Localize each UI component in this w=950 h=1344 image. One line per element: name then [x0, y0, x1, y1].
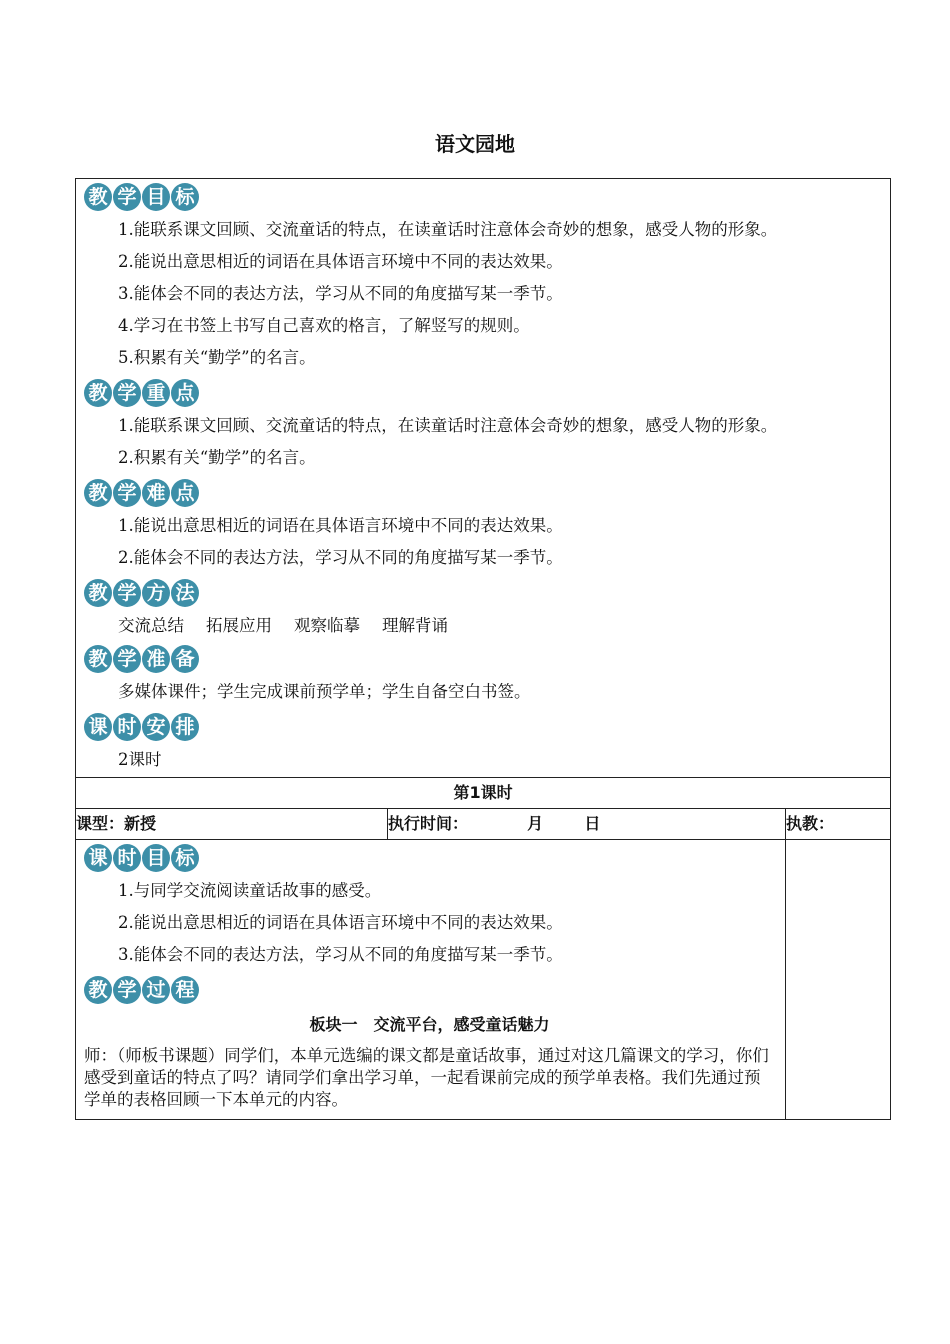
key-point-item: 1.能联系课文回顾、交流童话的特点，在读童话时注意体会奇妙的想象，感受人物的形象。: [118, 416, 778, 435]
lesson-goal-item: 1.与同学交流阅读童话故事的感受。: [118, 881, 382, 900]
badge-schedule: 课 时 安 排: [84, 713, 880, 743]
badge-lesson-goals: 课 时 目 标: [84, 844, 775, 874]
method-item: 交流总结: [118, 616, 184, 635]
lesson-type: 课型：新授: [76, 809, 388, 840]
badge-key-points: 教 学 重 点: [84, 379, 880, 409]
difficulty-item: 2.能体会不同的表达方法，学习从不同的角度描写某一季节。: [118, 548, 563, 567]
notes-column: [786, 840, 891, 1120]
methods-list: [84, 615, 880, 637]
key-point-item: 2.积累有关“勤学”的名言。: [118, 448, 316, 467]
difficulty-item: 1.能说出意思相近的词语在具体语言环境中不同的表达效果。: [118, 516, 563, 535]
lesson-content-cell: [76, 840, 786, 1120]
goal-item: 4.学习在书签上书写自己喜欢的格言，了解竖写的规则。: [118, 316, 530, 335]
badge-methods: 教 学 方 法: [84, 579, 880, 609]
lesson-plan-table: [75, 178, 891, 1120]
lesson-goal-item: 2.能说出意思相近的词语在具体语言环境中不同的表达效果。: [118, 913, 563, 932]
goal-item: 5.积累有关“勤学”的名言。: [118, 348, 316, 367]
goal-item: 2.能说出意思相近的词语在具体语言环境中不同的表达效果。: [118, 252, 563, 271]
method-item: 拓展应用: [206, 616, 272, 635]
page-title: 语文园地: [435, 132, 515, 156]
method-item: 观察临摹: [294, 616, 360, 635]
teacher-paragraph: 师：（师板书课题）同学们，本单元选编的课文都是童话故事，通过对这几篇课文的学习，你们感受到童话的特点了吗？请同学们拿出学习单，一起看课前完成的预学单表格。我们先通过预学单的表格回顾一下本单元的内容。: [84, 1046, 769, 1109]
block-title: 板块一 交流平台，感受童话魅力: [309, 1015, 550, 1034]
lesson-heading: 第1课时: [76, 778, 891, 809]
goal-item: 1.能联系课文回顾、交流童话的特点，在读童话时注意体会奇妙的想象，感受人物的形象。: [118, 220, 778, 239]
overview-cell: [76, 179, 891, 778]
badge-teaching-process: 教 学 过 程: [84, 976, 775, 1006]
execution-time: [388, 809, 786, 840]
lesson-goal-item: 3.能体会不同的表达方法，学习从不同的角度描写某一季节。: [118, 945, 563, 964]
badge-difficulties: 教 学 难 点: [84, 479, 880, 509]
preparation-text: 多媒体课件；学生完成课前预学单；学生自备空白书签。: [118, 682, 531, 701]
goal-item: 3.能体会不同的表达方法，学习从不同的角度描写某一季节。: [118, 284, 563, 303]
schedule-text: 2课时: [118, 750, 162, 769]
badge-teaching-goals: 教 学 目 标: [84, 183, 880, 213]
badge-preparation: 教 学 准 备: [84, 645, 880, 675]
execution-time-label: 执行时间：: [388, 814, 469, 833]
method-item: 理解背诵: [382, 616, 448, 635]
month-label: 月: [527, 814, 544, 833]
day-label: 日: [584, 814, 601, 833]
teacher-label: 执教：: [786, 809, 891, 840]
